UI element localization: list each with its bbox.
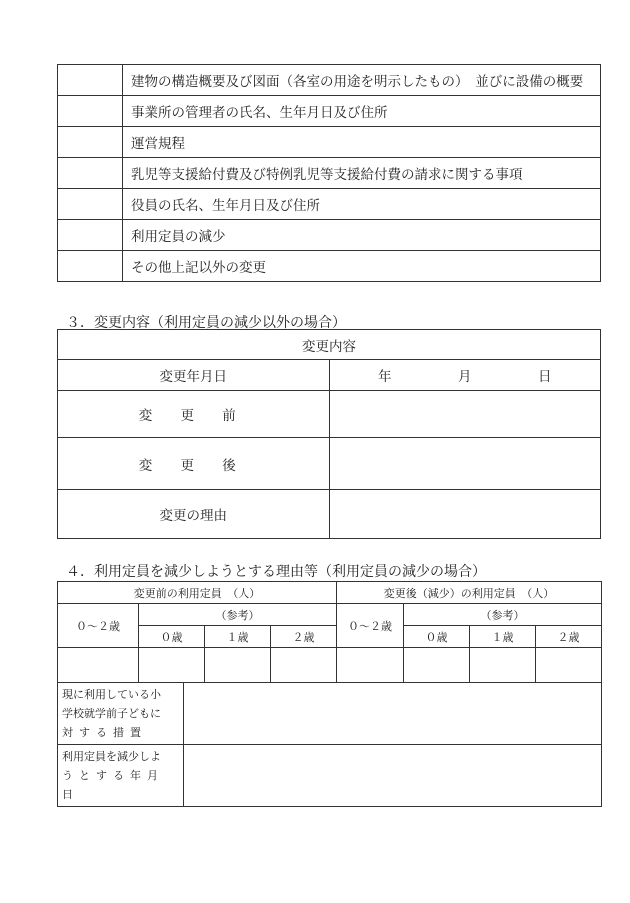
reduce-date-label-line1: 利用定員を減少しよ — [62, 750, 161, 763]
reason-label: 変更の理由 — [58, 490, 330, 539]
item-billing: 乳児等支援給付費及び特例乳児等支援給付費の請求に関する事項 — [123, 158, 601, 189]
year-label: 年 — [378, 369, 392, 385]
after-field[interactable] — [329, 438, 601, 490]
before-age0-field[interactable] — [139, 648, 205, 683]
after-label: 変 更 後 — [58, 438, 330, 490]
measures-label-line3: 対する措置 — [62, 726, 147, 739]
measures-label — [58, 683, 184, 745]
item-building: 建物の構造概要及び図面（各室の用途を明示したもの） 並びに設備の概要 — [123, 65, 601, 96]
before-age0: ０歳 — [139, 626, 205, 648]
checkbox-cell[interactable] — [58, 127, 123, 158]
checkbox-cell[interactable] — [58, 220, 123, 251]
reduce-date-label-line2: うとする年月日 — [62, 769, 164, 801]
before-capacity-header: 変更前の利用定員 （人） — [58, 582, 337, 604]
month-label: 月 — [458, 369, 472, 385]
reason-field[interactable] — [329, 490, 601, 539]
before-age1: １歳 — [205, 626, 271, 648]
item-other: その他上記以外の変更 — [123, 251, 601, 282]
after-age-0-2: ０～２歳 — [337, 604, 404, 648]
section3-heading: ３．変更内容（利用定員の減少以外の場合） — [66, 315, 346, 331]
change-date-field[interactable] — [329, 360, 601, 391]
item-manager: 事業所の管理者の氏名、生年月日及び住所 — [123, 96, 601, 127]
measures-label-line1: 現に利用している小 — [62, 688, 161, 701]
item-officers: 役員の氏名、生年月日及び住所 — [123, 189, 601, 220]
before-age1-field[interactable] — [205, 648, 271, 683]
section4-heading: ４．利用定員を減少しようとする理由等（利用定員の減少の場合） — [66, 564, 486, 580]
item-capacity-reduction: 利用定員の減少 — [123, 220, 601, 251]
after-age1: １歳 — [470, 626, 536, 648]
after-reference: （参考） — [404, 604, 602, 626]
day-label: 日 — [538, 369, 552, 385]
change-details-table — [57, 329, 601, 539]
checkbox-cell[interactable] — [58, 158, 123, 189]
change-details-header: 変更内容 — [58, 330, 601, 360]
before-total-field[interactable] — [58, 648, 139, 683]
after-age0-field[interactable] — [404, 648, 470, 683]
checkbox-cell[interactable] — [58, 65, 123, 96]
reduce-date-field[interactable] — [184, 745, 602, 807]
before-age2: ２歳 — [271, 626, 337, 648]
checkbox-cell[interactable] — [58, 96, 123, 127]
change-date-label: 変更年月日 — [58, 360, 330, 391]
checkbox-cell[interactable] — [58, 251, 123, 282]
capacity-reduction-table — [57, 581, 602, 807]
after-age2: ２歳 — [536, 626, 602, 648]
before-field[interactable] — [329, 391, 601, 438]
after-age1-field[interactable] — [470, 648, 536, 683]
after-capacity-header: 変更後（減少）の利用定員 （人） — [337, 582, 602, 604]
measures-field[interactable] — [184, 683, 602, 745]
after-age2-field[interactable] — [536, 648, 602, 683]
before-reference: （参考） — [139, 604, 337, 626]
measures-label-line2: 学校就学前子どもに — [62, 707, 161, 720]
after-total-field[interactable] — [337, 648, 404, 683]
before-age-0-2: ０～２歳 — [58, 604, 139, 648]
before-label: 変 更 前 — [58, 391, 330, 438]
change-items-table — [57, 64, 601, 282]
before-age2-field[interactable] — [271, 648, 337, 683]
after-age0: ０歳 — [404, 626, 470, 648]
reduce-date-label — [58, 745, 184, 807]
checkbox-cell[interactable] — [58, 189, 123, 220]
item-rules: 運営規程 — [123, 127, 601, 158]
